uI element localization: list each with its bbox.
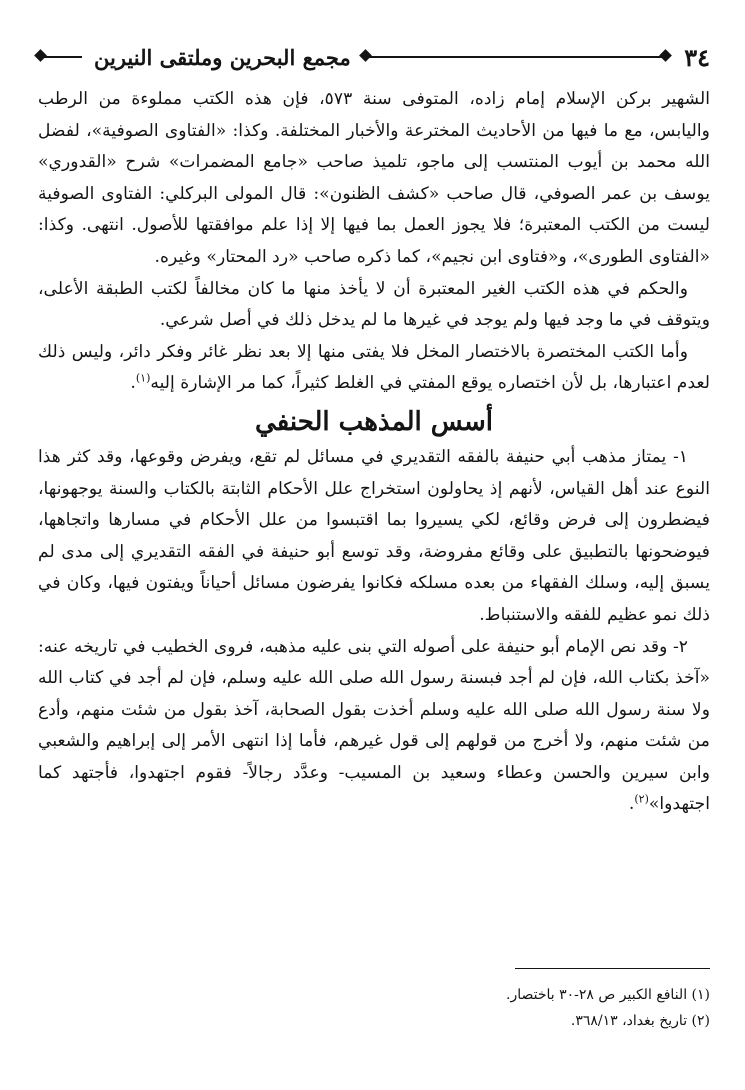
paragraph-end: . [628,794,635,815]
paragraph-ruling: والحكم في هذه الكتب الغير المعتبرة أن لا يأخذ منها ما كان مخالفاً لكتب الطبقة الأعلى، ويتوقف في ما وجد فيها ولم يوجد في غيرها ما لم يدخل ذلك في أصل شرعي. [38,278,710,331]
footnote-1: (١) النافع الكبير ص ٢٨-٣٠ باختصار. [506,987,710,1003]
paragraph-point-2 [38,632,710,822]
running-title: مجمع البحرين وملتقى النيرين [94,44,351,70]
running-header [38,34,710,80]
paragraph-abridged-books [38,337,710,400]
header-rule-left [38,56,82,58]
footnotes [110,982,710,1034]
paragraph-text: ٢- وقد نص الإمام أبو حنيفة على أصوله التي بنى عليه مذهبه، فروى الخطيب في تاريخه عنه: «آخذ بكتاب الله، فإن لم أجد فبسنة رسول الله صلى الله عليه وسلم، فإن لم أجد في كتاب الله ولا سنة رسول الله صلى الله عليه وسلم أخذت بقول الصحابة، آخذ بقول من شئت منهم، وأدع من شئت منهم، ولا أخرج من قولهم إلى قول غيرهم، فأما إذا انتهى الأمر إلى إبراهيم والشعبي وابن سيرين والحسن وعطاء وسعيد بن المسيب- وعدَّد رجالاً- فقوم اجتهدوا، فأجتهد كما اجتهدوا» [38,636,711,815]
paragraph-text: وأما الكتب المختصرة بالاختصار المخل فلا يفتى منها إلا بعد نظر غائر وفكر دائر، وليس ذلك لعدم اعتبارها، بل لأن اختصاره يوقع المفتي في الغلط كثيراً، كما مر الإشارة إليه [38,341,710,394]
footnote-ref-2[interactable]: (٢) [634,792,649,806]
footnote-2: (٢) تاريخ بغداد، ٣٦٨/١٣. [570,1013,710,1029]
page-body [38,84,710,821]
page-number: ٣٤ [684,42,710,72]
paragraph-continuation: الشهير بركن الإسلام إمام زاده، المتوفى سنة ٥٧٣، فإن هذه الكتب مملوءة من الرطب واليابس، مع ما فيها من الأحاديث المخترعة والأخبار المختلفة. وكذا: «الفتاوى الصوفية»، لفضل الله محمد بن أيوب المنتسب إلى ماجو، تلميذ صاحب «جامع المضمرات» شرح «القدوري» يوسف بن عمر الصوفي، قال صاحب «كشف الظنون»: قال المولى البركلي: الفتاوى الصوفية ليست من الكتب المعتبرة؛ فلا يجوز العمل بما فيها إلا إذا علم موافقتها للأصول. انتهى. وكذا: «الفتاوى الطورى»، و«فتاوى ابن نجيم»، كما ذكره صاحب «رد المحتار» وغيره. [38,89,711,267]
paragraph-end: . [130,373,136,394]
footnote-ref-1[interactable]: (١) [135,371,151,385]
header-rule-right [363,56,668,58]
section-heading: أسس المذهب الحنفي [255,406,493,437]
footnote-separator [515,968,710,969]
paragraph-point-1: ١- يمتاز مذهب أبي حنيفة بالفقه التقديري في مسائل لم تقع، ويفرض وقوعها، وقد كثر هذا النوع عند أهل القياس، لأنهم إذ يحاولون استخراج علل الأحكام الثابتة بالكتاب والسنة يوجهونها، فيضطرون إلى فرض وقائع، لكي يسيروا بما اقتبسوا من علل الأحكام في مسارها واتجاهها، فيوضحونها بالتطبيق على وقائع مفروضة، وقد توسع أبو حنيفة في الفقه التقديري إلى مدى لم يسبق إليه، وسلك الفقهاء من بعده مسلكه فكانوا يفرضون مسائل أحياناً ويفتون فيها، وكان في ذلك نمو عظيم للفقه والاستنباط. [38,446,710,625]
